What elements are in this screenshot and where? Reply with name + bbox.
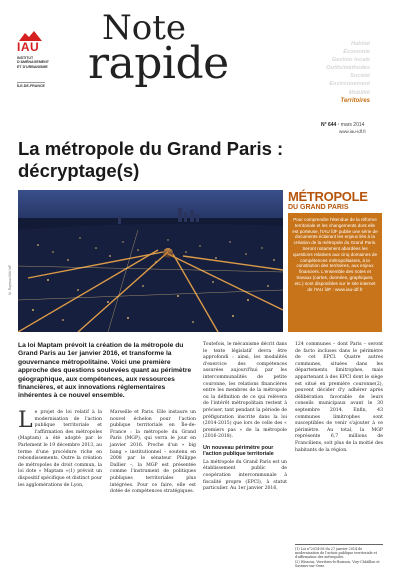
theme-item: Mobilité: [348, 89, 370, 96]
website-link[interactable]: www.iau-idf.fr: [339, 129, 367, 134]
drop-cap: L: [18, 408, 33, 433]
masthead-title-note: Note: [102, 8, 187, 48]
footnotes: [295, 544, 383, 567]
column-1-text: e projet de loi relatif à la modernisation de l'action publique territoriale et l'affirmation des métropoles (Maptam) a été adopté par le Parlement le 19 décembre 2013, au terme d'une procédure riche en rebondissements. Outre la création de métropoles de droit commun, la loi dote « Maptam »(1) prévoit un dispositif spécifique et distinct pour les agglomérations de Lyon,: [18, 410, 102, 488]
logo-divider: [17, 82, 45, 83]
issue-info: [321, 122, 364, 128]
sidebar-text: Pour comprendre l'étendue de la réforme territoriale et les changements dont elle est porteuse, l'IAU îdF publie une série de documents éclairant les enjeux liés à la création de la métropole du Grand Paris. Seront notamment abordées les questions relatives aux cinq domaines de compétences métropolitaines, à la constitution des territoires, aux enjeux financiers. L'ensemble des notes et travaux (cartes, données, graphiques, etc.) sont disponibles sur le site internet de l'IAU îdF : www.iau-idf.fr: [292, 217, 378, 292]
footnote-1: (1) Loi n°2014-58 du 27 janvier 2014 de modernisation de l'action publique territoriale et d'affirmation des métropoles.: [295, 547, 377, 560]
paris-night-photo: [18, 190, 283, 332]
column-2-text: Marseille et Paris. Elle instaure un nouvel échelon pour l'action publique territoriale en Île-de-France : la métropole du Grand Paris (MGP), qui verra le jour en janvier 2016. Proche d'un « big bang » institutionnel – soutenu en 2008 par le sénateur Philippe Dallier –, la MGP est présentée comme l'instrument de politiques publiques territoriales plus intégrées. Pour ce faire, elle est dotée de compétences stratégiques.: [110, 410, 196, 495]
column-3-text: Toutefois, le mécanisme décrit dans le texte législatif devra être approfondi : ainsi, les modalités d'exercice des compétences assurées aujourd'hui par les intercommunalités de petite couronne, les relations financières entre les membres de la métropole ou la définition de ce qui relèvera de l'intérêt métropolitain restent à préciser, tant pendant la période de préfiguration inscrite dans la loi (2014-2015) que lors de celle des « premiers pas » de la métropole (2016-2018).: [203, 342, 287, 440]
theme-item: Habitat: [351, 41, 370, 47]
body-column-1: [18, 410, 102, 489]
photo-credit: M. Rayssac/IAU îdF: [8, 264, 12, 295]
theme-item: Environnement: [329, 81, 370, 88]
theme-item: Gestion locale: [331, 57, 370, 64]
theme-item: Société: [350, 73, 370, 80]
iau-brand: IAU: [17, 40, 40, 54]
theme-item: Économie: [343, 49, 370, 56]
footnote-2: (2) Wissous, Verrières-le-Buisson, Viry-Châtillon et Savigny-sur-Orge.: [295, 559, 380, 567]
sidebar-box: [288, 213, 382, 332]
article-headline: La métropole du Grand Paris : décryptage(s): [18, 138, 284, 181]
body-column-3: [203, 342, 287, 493]
sidebar-heading: [288, 190, 383, 212]
issue-date: mars 2014: [340, 122, 365, 128]
body-column-2: [110, 410, 196, 496]
theme-item-active: Territoires: [340, 97, 370, 104]
theme-list: [326, 40, 370, 105]
column-4-text: 124 communes – dont Paris – seront de facto incluses dans le périmètre de cet EPCI. Quatre autres communes, situées dans les départements limitrophes, mais appartenant à des EPCI dont le siège est situé en première couronne(2), peuvent décider d'y adhérer après délibération favorable de leurs conseils municipaux avant le 30 septembre 2014. Enfin, 43 communes limitrophes sont susceptibles de venir s'ajouter à ce périmètre. Au total, la MGP représente 6,7 millions de Franciliens, soit plus de la moitié des habitants de la région.: [295, 342, 383, 453]
institute-name: INSTITUT D'AMÉNAGEMENT ET D'URBANISME: [17, 56, 49, 69]
lead-paragraph: La loi Maptam prévoit la création de la métropole du Grand Paris au 1er janvier 2016, et transforme la gouvernance métropolitaine. Voici une première approche des questions soulevées quant au périmètre géographique, aux compétences, aux ressources financières, et aux innovations réglementaires inhérentes à ce nouvel ensemble.: [18, 342, 192, 400]
region-name: ÎLE-DE-FRANCE: [17, 84, 45, 88]
body-column-4: [295, 342, 383, 454]
column-3-text-b: La métropole du Grand Paris est un établissement public de coopération intercommunale à fiscalité propre (EPCI), à statut particulier. Au 1er janvier 2016,: [203, 459, 287, 492]
sidebar-subtitle: DU GRAND PARIS: [288, 204, 349, 211]
section-subheading: Un nouveau périmètre pour l'action publique territoriale: [203, 444, 274, 458]
issue-number: N° 644 ·: [321, 122, 340, 128]
masthead-title-rapide: rapide: [88, 38, 229, 89]
theme-item: Outils/méthodes: [326, 65, 370, 72]
sidebar-title: MÉTROPOLE: [288, 189, 368, 204]
